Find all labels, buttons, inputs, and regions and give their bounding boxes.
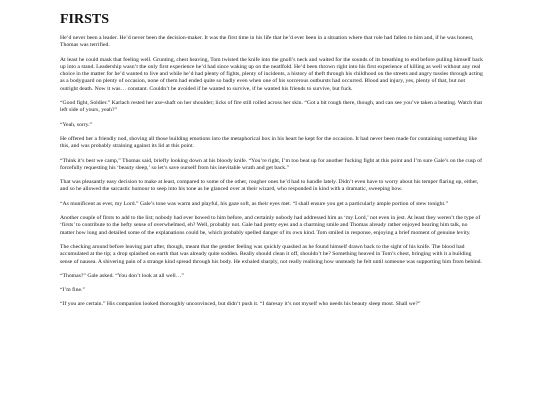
chapter-title: FIRSTS	[60, 12, 110, 27]
paragraph: He’d never been a leader. He’d never been the decision-maker. It was the first time in his life that he’d ever been in a situation where that role had fallen to him and, if he was honest, Thomas was terrified.	[60, 35, 474, 49]
paragraph: “Thomas?” Gale asked. “You don’t look at all well…”	[60, 272, 184, 279]
paragraph: That was pleasantly easy decision to make at least, compared to some of the other, rougher ones he’d had to handle lately. Didn’t even have to worry about his temper flaring up, either, and so he allowed the sarcastic humour to seep into his tone as he glanced over at their wizard, who responded in kind with a dramatic, sweeping bow.	[60, 179, 479, 193]
paragraph: At least he could mask that feeling well. Grunting, chest heaving, Tom twisted the knife into the gnoll’s neck and waited for the sounds of its breathing to end before pulling himself back up into a stand. Leadership wasn’t the only first experience he’d had since waking up on the neatlfold. He’d been thrown right into his first experience of killing as well without any real choice in the matter for he’d wanted to live and while he’d had plenty of fights, plenty of incidents, a history of theft through his childhood on the streets and angry tussles through acting as a bodyguard on plenty of occasion, none of them had ended quite so badly even when one of his sorcerous outbursts had occurred. Blood and injury, yes, plenty of that, but not outright death. Now it was… constant. Couldn’t be avoided if he wanted to survive, if he wanted his friends to survive, but fuck.	[60, 56, 483, 92]
document-page	[60, 12, 483, 316]
paragraph: “As munificent as ever, my Lord.” Gale’s tone was warm and playful, his gaze soft, as their eyes met. “I shall ensure you get a particularly ample portion of stew tonight.”	[60, 200, 448, 207]
paragraph: He offered her a friendly nod, shoving all those building emotions into the metaphorical box in his heart he kept for the occasion. It had never been made for containing something like this, and was probably straining against its lid at this point.	[60, 135, 478, 150]
paragraph: Another couple of firsts to add to the list; nobody had ever bowed to him before, and certainly nobody had addressed him as ‘my Lord,’ not even in jest. At least they weren’t the type of ‘firsts’ to contribute to the hefty sense of overwhelmed, eh? Well, probably not. Gale had pretty eyes and a charming smile and Thomas already rather enjoyed hearing him talk, no matter how long and detailed some of the explanations could be, which probably spelled danger of its own kind. Tom smiled in response, enjoying a brief moment of genuine levity.	[60, 215, 481, 236]
paragraph: “Yeah, sorry.”	[60, 121, 93, 128]
paragraph: “If you are certain.” His companion looked thoroughly unconvinced, but didn’t push it. “I daresay it’s not myself who needs his beauty sleep most. Shall we?”	[60, 301, 421, 308]
paragraph: “Think it’s best we camp,” Thomas said, briefly looking down at his bloody knife. “You’re right, I’m too beat up for another fucking fight at this point and I’m sure Gale’s on the cusp of forcefully requesting his ‘beauty sleep,’ so let’s save ourself from his inevitable wrath and get back.”	[60, 157, 482, 171]
paragraph: “I’m fine.”	[60, 287, 85, 294]
paragraph: The checking around before leaving part after, though, meant that the gentler feeling was quickly quashed as he found himself drawn back to the sight of his knife. The blood had accumulated at the tip; a drop splashed on earth that was already quite sodden. Really should clean it off, shouldn’t he? Something heaved in Tom’s chest, bringing with it a building sense of nausea. A shivering pain of a strange kind spread through his body. He exhaled sharply, not really realising how unsteady he felt until someone was supporting him from behind.	[60, 243, 482, 265]
paragraph: “Good fight, Soldier.” Karlach rested her axe-shaft on her shoulder; licks of fire still rolled across her skin. “Got a bit rough there, though, and can see you’ve taken a beating. Watch that left side of yours, yeah?”	[60, 100, 483, 114]
